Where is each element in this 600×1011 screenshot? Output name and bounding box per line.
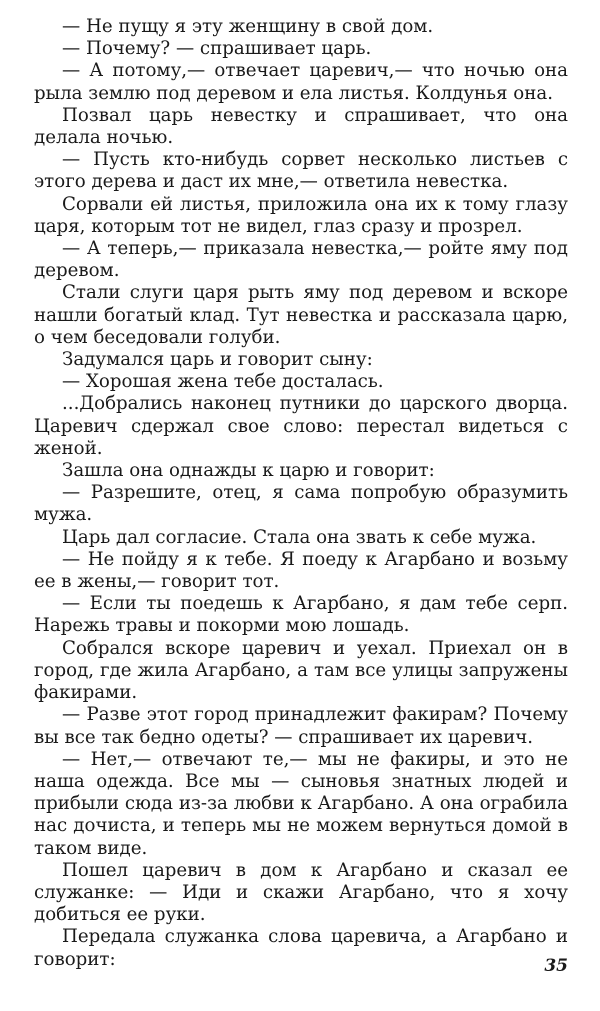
paragraph-12: Зашла она однажды к царю и говорит:: [62, 460, 435, 482]
paragraph-17: Собрался вскоре царевич и уехал. Приехал он в город, где жила Агарбано, а там все улицы запружены факирами.: [34, 637, 568, 704]
paragraph-2: — Почему? — спрашивает царь.: [62, 38, 372, 60]
page-number: 35: [544, 956, 568, 976]
paragraph-14: Царь дал согласие. Стала она звать к себе мужа.: [62, 526, 537, 548]
paragraph-16: — Если ты поедешь к Агарбано, я дам тебе серп. Нарежь травы и покорми мою лошадь.: [34, 593, 568, 637]
paragraph-21: Передала служанка слова царевича, а Агарбано и говорит:: [34, 926, 568, 970]
paragraph-19: — Нет,— отвечают те,— мы не факиры, и это не наша одежда. Все мы — сыновья знатных людей и прибыли сюда из-за любви к Агарбано. А она ограбила нас дочиста, и теперь мы не можем вернуться домой в таком виде.: [34, 748, 568, 859]
paragraph-9: Задумался царь и говорит сыну:: [62, 349, 373, 371]
paragraph-10: — Хорошая жена тебе досталась.: [62, 371, 384, 393]
paragraph-5: — Пусть кто-нибудь сорвет несколько листьев с этого дерева и даст их мне,— ответила невестка.: [34, 149, 568, 193]
paragraph-3: — А потому,— отвечает царевич,— что ночью она рыла землю под деревом и ела листья. Колдунья она.: [34, 60, 568, 104]
paragraph-20: Пошел царевич в дом к Агарбано и сказал ее служанке: — Иди и скажи Агарбано, что я хочу добиться ее руки.: [34, 859, 568, 926]
paragraph-6: Сорвали ей листья, приложила она их к тому глазу царя, которым тот не видел, глаз сразу и прозрел.: [34, 193, 568, 237]
paragraph-15: — Не пойду я к тебе. Я поеду к Агарбано и возьму ее в жены,— говорит тот.: [34, 548, 568, 593]
paragraph-8: Стали слуги царя рыть яму под деревом и вскоре нашли богатый клад. Тут невестка и рассказала царю, о чем беседовали голуби.: [34, 282, 568, 348]
paragraph-13: — Разрешите, отец, я сама попробую образумить мужа.: [34, 482, 568, 526]
paragraph-11: ...Добрались наконец путники до царского дворца. Царевич сдержал свое слово: перестал видеться с женой.: [34, 393, 568, 459]
body-text: [34, 16, 568, 971]
paragraph-7: — А теперь,— приказала невестка,— ройте яму под деревом.: [34, 238, 568, 282]
paragraph-4: Позвал царь невестку и спрашивает, что она делала ночью.: [34, 104, 568, 149]
paragraph-18: — Разве этот город принадлежит факирам? Почему вы все так бедно одеты? — спрашивает их царевич.: [34, 704, 568, 748]
paragraph-1: — Не пущу я эту женщину в свой дом.: [62, 16, 434, 37]
